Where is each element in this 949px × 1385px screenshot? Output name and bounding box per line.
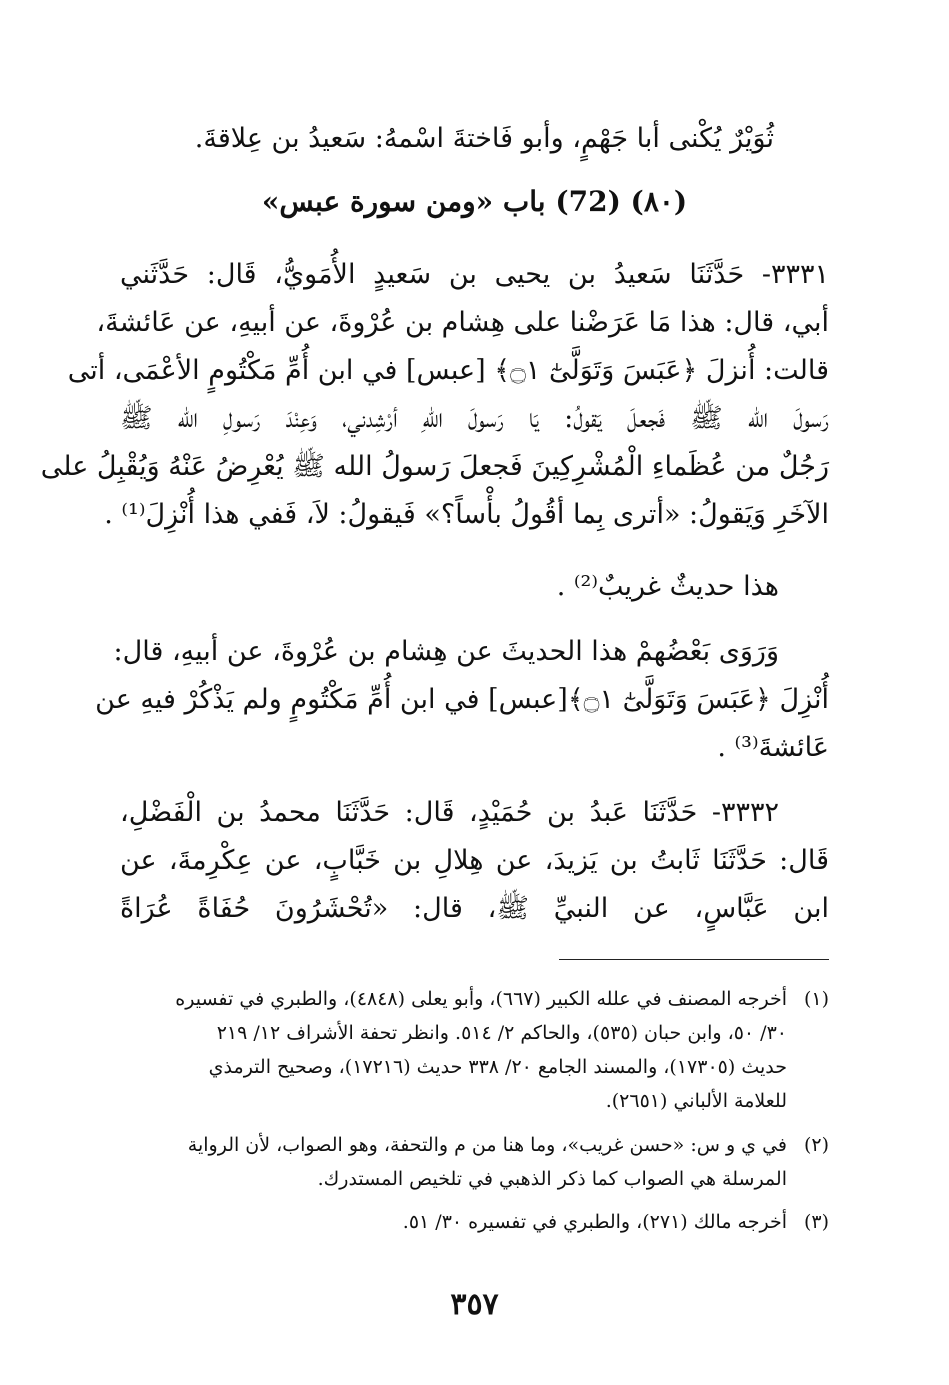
footnote-1-text-1: أخرجه المصنف في علله الكبير (٦٦٧)، وأبو يعلى (٤٨٤٨)، والطبري في تفسيره xyxy=(175,988,787,1010)
hadith-3332-line-3: ابن عَبَّاسٍ، عن النبيِّ ﷺ، قال: «تُحْشَرُونَ حُفَاةً عُرَاةً xyxy=(120,893,829,924)
hadith-3332-line-2: قَال: حَدَّثَنَا ثَابتُ بن يَزيدَ، عن هِلالِ بن خَبَّابٍ، عن عِكْرِمةَ، عن xyxy=(120,845,829,876)
hadith-3331-line-3: قالت: أُنزلَ ﴿عَبَسَ وَتَوَلَّىٰٓ ۝١﴾ [عبس] في ابن أُمِّ مَكْتُومٍ الأعْمَى، أتى xyxy=(67,355,829,386)
hadith-3331-line-1: ٣٣٣١- حَدَّثَنَا سَعيدُ بن يحيى بن سَعيدٍ الأُمَويُّ، قَال: حَدَّثَني xyxy=(120,259,829,290)
hadith-3331-line-5: رَجُلٌ من عُظَماءِ الْمُشْرِكِينَ فَجعلَ رَسولُ الله ﷺ يُعْرِضُ عَنْهُ وَيُقْبِلُ على xyxy=(40,451,829,482)
footnote-1-line-3: حديث (١٧٣٠٥)، والمسند الجامع ٢٠/ ٣٣٨ حديث (١٧٢١٦)، وصحيح الترمذي xyxy=(208,1056,787,1078)
footnote-2-text-1: في ي و س: «حسن غريب»، وما هنا من م والتحفة، وهو الصواب، لأن الرواية xyxy=(187,1134,787,1156)
footnote-3-number: (٣) xyxy=(803,1211,829,1233)
footnote-1-line-1 xyxy=(110,983,829,1015)
riwaya-line-3: عَائشةَ⁽³⁾ . xyxy=(717,732,829,763)
hadith-3331-line-6: الآخَرِ وَيَقولُ: «أترى بِما أقُولُ بأْساً؟» فَيقولُ: لاَ، فَفي هذا أُنْزِلَ⁽¹⁾ . xyxy=(104,499,829,530)
riwaya-line-1: وَرَوَى بَعْضُهمْ هذا الحديثَ عن هِشام بن عُرْوةَ، عن أبيهِ، قال: xyxy=(113,636,779,667)
hadith-3331-line-4: رَسولَ الله ﷺ فَجعلَ يَقولُ: يَا رَسولَ اللهِ أرْشِدني، وَعِنْدَ رَسولِ الله ﷺ xyxy=(120,403,829,434)
footnote-3-line-1 xyxy=(110,1206,829,1238)
footnote-1-number: (١) xyxy=(803,988,829,1010)
hadith-3331-line-2: أبي، قال: هذا مَا عَرَضْنا على هِشام بن عُرْوةَ، عن أبيهِ، عن عَائشةَ، xyxy=(96,307,829,338)
hadith-3332-line-1: ٣٣٣٢- حَدَّثَنَا عَبدُ بن حُمَيْدٍ، قَال: حَدَّثَنَا محمدُ بن الْفَضْلِ، xyxy=(120,797,779,828)
chapter-heading: (٨٠) (72) باب «ومن سورة عبس» xyxy=(261,185,688,218)
footnote-1-line-4: للعلامة الألباني (٢٦٥١). xyxy=(605,1090,787,1112)
footnote-2-line-2: المرسلة هي الصواب كما ذكر الذهبي في تلخيص المستدرك. xyxy=(317,1168,787,1190)
page-number: ٣٥٧ xyxy=(450,1287,499,1322)
riwaya-line-2: أُنْزِلَ ﴿عَبَسَ وَتَوَلَّىٰٓ ۝١﴾[عبس] في ابن أُمِّ مَكْتُومٍ ولم يَذْكُرْ فيهِ عن xyxy=(95,684,829,715)
footnote-2-number: (٢) xyxy=(803,1134,829,1156)
footnote-3-text-1: أخرجه مالك (٢٧١)، والطبري في تفسيره ٣٠/ ٥١. xyxy=(402,1211,787,1233)
hadith-3331-verdict: هذا حديثٌ غريبٌ⁽²⁾ . xyxy=(556,571,779,602)
footnote-separator xyxy=(559,959,829,960)
footnote-2-line-1 xyxy=(110,1129,829,1161)
footnote-1-line-2: ٣٠/ ٥٠، وابن حبان (٥٣٥)، والحاكم ٢/ ٥١٤. وانظر تحفة الأشراف ١٢/ ٢١٩ xyxy=(216,1022,787,1044)
intro-line: ثُوَيْرٌ يُكْنى أبا جَهْمٍ، وأبو فَاختةَ اسْمهُ: سَعيدُ بن عِلاقةَ. xyxy=(194,123,774,154)
